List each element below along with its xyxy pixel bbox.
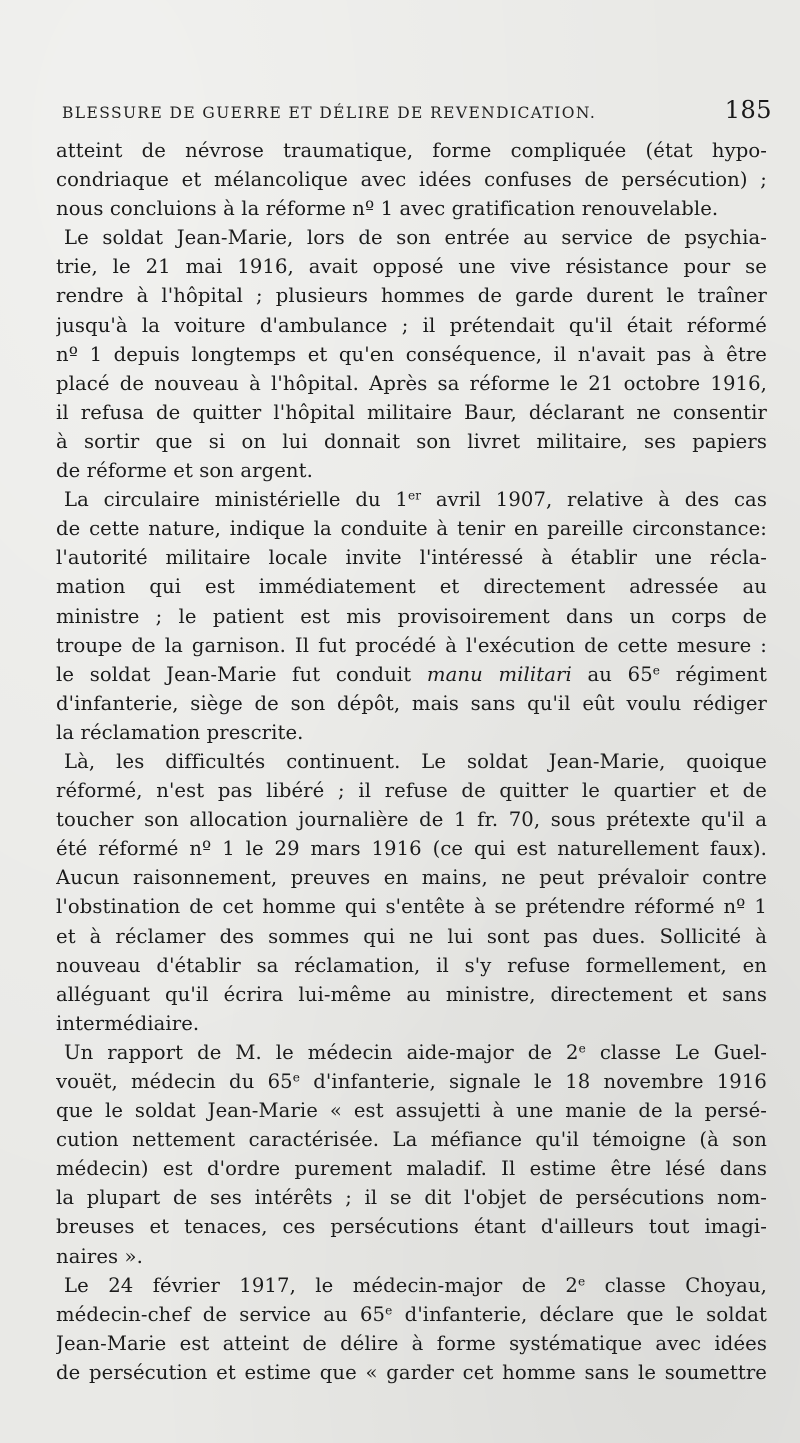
text-line xyxy=(56,1329,767,1358)
text-line xyxy=(56,136,767,165)
line-text: de cette nature, indique la conduite à tenir en pareille circonstance: xyxy=(56,517,767,541)
text-line xyxy=(56,834,767,863)
line-text: Là, les difficultés continuent. Le soldat Jean-Marie, quoique xyxy=(64,749,767,773)
line-text: vouët, médecin du 65 xyxy=(56,1070,293,1093)
line-text: breuses et tenaces, ces persécutions étant d'ailleurs tout imagi- xyxy=(56,1215,767,1239)
line-text: de persécution et estime que « garder cet homme sans le soumettre xyxy=(56,1360,767,1384)
text-line xyxy=(56,340,767,369)
text-line xyxy=(56,252,767,281)
text-line xyxy=(56,863,767,892)
italic-text: manu militari xyxy=(426,662,572,686)
line-text: médecin-chef de service au 65 xyxy=(56,1302,386,1326)
line-text: trie, le 21 mai 1916, avait opposé une vive résistance pour se xyxy=(56,255,767,279)
line-text: nº 1 depuis longtemps et qu'en conséquence, il n'avait pas à être xyxy=(56,342,767,366)
line-text: placé de nouveau à l'hôpital. Après sa réforme le 21 octobre 1916, xyxy=(56,371,767,395)
line-text: d'infanterie, siège de son dépôt, mais sans qu'il eût voulu rédiger xyxy=(56,691,767,715)
text-line xyxy=(56,631,767,660)
line-text: la plupart de ses intérêts ; il se dit l'objet de persécutions nom- xyxy=(56,1186,767,1210)
text-line xyxy=(56,369,767,398)
line-text: naires ». xyxy=(56,1244,143,1268)
body-text xyxy=(56,136,767,1387)
line-text: il refusa de quitter l'hôpital militaire Baur, déclarant ne consentir xyxy=(56,400,767,424)
text-line xyxy=(56,776,767,805)
line-text: troupe de la garnison. Il fut procédé à l'exécution de cette mesure : xyxy=(56,633,767,657)
line-text: la réclamation prescrite. xyxy=(56,720,304,744)
running-title: BLESSURE DE GUERRE ET DÉLIRE DE REVENDICATION. xyxy=(62,104,597,122)
line-text: ministre ; le patient est mis provisoirement dans un corps de xyxy=(56,604,767,628)
superscript: e xyxy=(385,1303,393,1318)
text-line xyxy=(56,718,767,747)
line-text: nouveau d'établir sa réclamation, il s'y refuse formellement, en xyxy=(56,953,767,977)
text-line xyxy=(56,165,767,194)
text-line xyxy=(56,456,767,485)
line-text: classe Choyau, xyxy=(585,1273,767,1297)
line-text: La circulaire ministérielle du 1 xyxy=(64,488,408,512)
line-text: été réformé nº 1 le 29 mars 1916 (ce qui est naturellement faux). xyxy=(56,837,767,861)
line-text: et à réclamer des sommes qui ne lui sont pas dues. Sollicité à xyxy=(56,924,767,948)
text-line xyxy=(56,485,767,514)
line-text: condriaque et mélancolique avec idées confuses de persécution) ; xyxy=(56,168,767,192)
text-line xyxy=(56,398,767,427)
text-line xyxy=(56,543,767,572)
text-line xyxy=(56,194,767,223)
line-text: intermédiaire. xyxy=(56,1011,200,1035)
text-line xyxy=(56,572,767,601)
line-text: jusqu'à la voiture d'ambulance ; il prétendait qu'il était réformé xyxy=(56,313,767,337)
line-text: alléguant qu'il écrira lui-même au ministre, directement et sans xyxy=(56,982,767,1006)
text-line xyxy=(56,514,767,543)
line-text: mation qui est immédiatement et directement adressée au xyxy=(56,575,767,599)
line-text: régiment xyxy=(660,662,767,686)
line-text: au 65 xyxy=(571,662,653,686)
text-line xyxy=(56,892,767,921)
line-text: avril 1907, relative à des cas xyxy=(421,488,767,512)
line-text: nous concluions à la réforme nº 1 avec gratification renouvelable. xyxy=(56,197,719,221)
line-text: le soldat Jean-Marie fut conduit xyxy=(56,662,427,686)
text-line xyxy=(56,1038,767,1067)
text-line xyxy=(56,1271,767,1300)
line-text: classe Le Guel- xyxy=(585,1040,767,1064)
text-line xyxy=(56,1096,767,1125)
text-line xyxy=(56,1183,767,1212)
text-line xyxy=(56,1212,767,1241)
running-head xyxy=(62,96,772,130)
line-text: d'infanterie, déclare que le soldat xyxy=(392,1302,767,1326)
line-text: Jean-Marie est atteint de délire à forme systématique avec idées xyxy=(56,1331,767,1355)
line-text: l'autorité militaire locale invite l'intéressé à établir une récla- xyxy=(56,546,767,570)
text-line xyxy=(56,281,767,310)
line-text: cution nettement caractérisée. La méfiance qu'il témoigne (à son xyxy=(56,1128,767,1152)
line-text: de réforme et son argent. xyxy=(56,459,313,483)
superscript: e xyxy=(578,1041,586,1056)
superscript: er xyxy=(407,488,422,503)
line-text: Un rapport de M. le médecin aide-major de 2 xyxy=(64,1040,579,1064)
line-text: réformé, n'est pas libéré ; il refuse de quitter le quartier et de xyxy=(56,779,767,803)
line-text: médecin) est d'ordre purement maladif. Il estime être lésé dans xyxy=(56,1157,767,1181)
text-line xyxy=(56,980,767,1009)
text-line xyxy=(56,660,767,689)
text-line xyxy=(56,427,767,456)
text-line xyxy=(56,1067,767,1096)
line-text: Le 24 février 1917, le médecin-major de 2 xyxy=(64,1273,578,1297)
text-line xyxy=(56,922,767,951)
text-line xyxy=(56,805,767,834)
text-line xyxy=(56,1154,767,1183)
line-text: atteint de névrose traumatique, forme compliquée (état hypo- xyxy=(56,139,767,162)
line-text: rendre à l'hôpital ; plusieurs hommes de garde durent le traîner xyxy=(56,284,767,308)
line-text: Le soldat Jean-Marie, lors de son entrée au service de psychia- xyxy=(64,226,767,250)
page-number: 185 xyxy=(724,96,772,124)
text-line xyxy=(56,1125,767,1154)
superscript: e xyxy=(652,663,661,678)
line-text: Aucun raisonnement, preuves en mains, ne peut prévaloir contre xyxy=(56,866,767,890)
text-line xyxy=(56,311,767,340)
superscript: e xyxy=(292,1070,301,1085)
line-text: toucher son allocation journalière de 1 fr. 70, sous prétexte qu'il a xyxy=(56,808,767,832)
text-line xyxy=(56,602,767,631)
superscript: e xyxy=(578,1273,586,1288)
text-line xyxy=(56,223,767,252)
line-text: l'obstination de cet homme qui s'entête à se prétendre réformé nº 1 xyxy=(56,895,767,919)
text-line xyxy=(56,1242,767,1271)
text-line xyxy=(56,689,767,718)
line-text: que le soldat Jean-Marie « est assujetti à une manie de la persé- xyxy=(56,1099,767,1123)
line-text: d'infanterie, signale le 18 novembre 1916 xyxy=(300,1070,767,1093)
text-line xyxy=(56,1009,767,1038)
text-line xyxy=(56,1300,767,1329)
text-line xyxy=(56,951,767,980)
text-line xyxy=(56,747,767,776)
line-text: à sortir que si on lui donnait son livret militaire, ses papiers xyxy=(56,429,767,453)
text-line xyxy=(56,1358,767,1387)
